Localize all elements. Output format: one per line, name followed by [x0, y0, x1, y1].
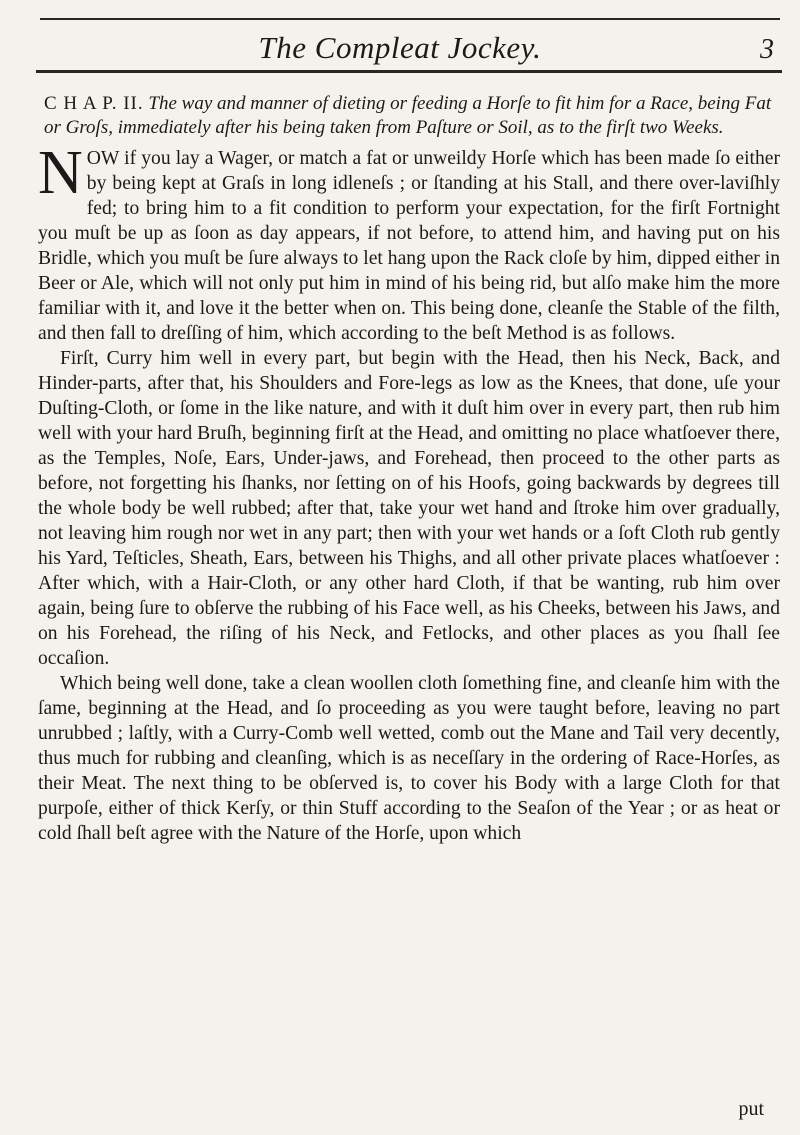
catchword: put: [738, 1098, 764, 1120]
chapter-number: C H A P. II.: [44, 93, 144, 114]
chapter-heading: [44, 92, 780, 140]
header-rule-top: [40, 18, 780, 20]
page-number: 3: [760, 34, 774, 65]
paragraph-3: Which being well done, take a clean woollen cloth ſomething fine, and cleanſe him with the ſame, beginning at the Head, and ſo proceeding as you were taught before, leaving no part unrubbed ; laſtly, with a Curry-Comb well wetted, comb out the Mane and Tail very decently, thus much for rubbing and cleanſing, which is as neceſſary in the ordering of Race-Horſes, as their Meat. The next thing to be obſerved is, to cover his Body with a large Cloth for that purpoſe, either of thick Kerſy, or thin Stuff according to the Seaſon of the Year ; or as heat or cold ſhall beſt agree with the Nature of the Horſe, upon which: [38, 673, 780, 844]
paragraph-1-text: OW if you lay a Wager, or match a fat or unweildy Horſe which has been made ſo either by being kept at Graſs in long idleneſs ; or ſtanding at his Stall, and there over-laviſhly fed; to bring him to a fit condition to perform your expectation, for the firſt Fortnight you muſt be up as ſoon as day appears, if not before, to attend him, and having put on his Bridle, which you muſt be ſure always to let hang upon the Rack cloſe by him, dipped either in Beer or Ale, which will not only put him in mind of his being rid, but alſo make him the more familiar with it, and love it the better when on. This being done, cleanſe the Stable of the filth, and then fall to dreſſing of him, which according to the beſt Method is as follows.: [38, 148, 780, 344]
chapter-title: The way and manner of dieting or feeding a Horſe to fit him for a Race, being Fat or Groſs, immediately after his being taken from Paſture or Soil, as to the firſt two Weeks.: [44, 93, 772, 138]
drop-cap: N: [38, 139, 83, 207]
page-header: [0, 8, 800, 78]
header-rule-bottom: [36, 70, 782, 73]
page-content: [38, 92, 780, 846]
running-title: The Compleat Jockey.: [258, 30, 542, 65]
paragraph-2: Firſt, Curry him well in every part, but begin with the Head, then his Neck, Back, and Hinder-parts, after that, his Shoulders and Fore-legs as low as the Knees, that done, uſe your Duſting-Cloth, or ſome in the like nature, and with it duſt him over in every part, then rub him well with your hard Bruſh, beginning firſt at the Head, and omitting no place whatſoever there, as the Temples, Noſe, Ears, Under-jaws, and Forehead, then proceed to the other parts as before, not forgetting his ſhanks, nor ſetting on of his Hoofs, going backwards by degrees till the whole body be well rubbed; after that, take your wet hand and ſtroke him over gradually, not leaving him rough nor wet in any part; then with your wet hands or a ſoft Cloth rub gently his Yard, Teſticles, Sheath, Ears, between his Thighs, and all other private places whatſoever : After which, with a Hair-Cloth, or any other hard Cloth, if that be wanting, rub him over again, being ſure to obſerve the rubbing of his Face well, as his Cheeks, between his Jaws, and on his Forehead, the riſing of his Neck, and Fetlocks, and other places as you ſhall ſee occaſion.: [38, 348, 780, 669]
paragraph-1: [38, 139, 780, 346]
